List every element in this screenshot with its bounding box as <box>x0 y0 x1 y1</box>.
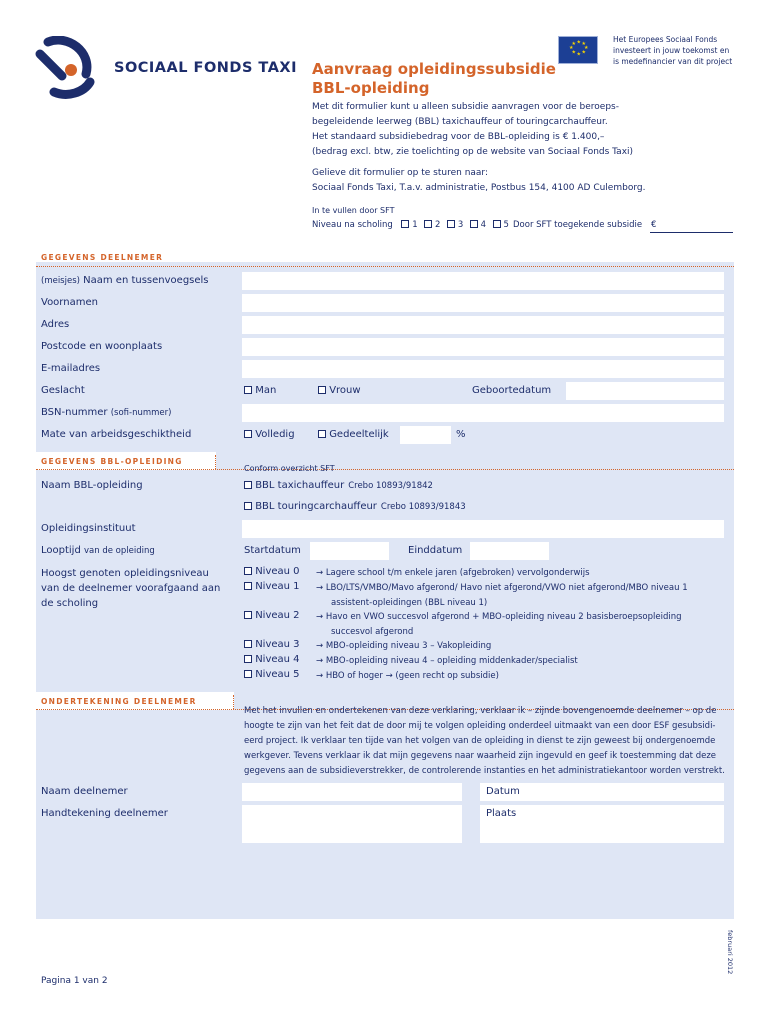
niveau-5-desc-line1: → HBO of hoger → (geen recht op subsidie) <box>316 671 499 681</box>
bbl-touringcar-option[interactable] <box>244 501 466 512</box>
geboortedatum-field[interactable] <box>566 382 724 400</box>
niveau-2-option[interactable] <box>244 610 300 621</box>
sft-niveau-2[interactable] <box>424 220 440 230</box>
svg-text:★: ★ <box>581 41 586 47</box>
svg-text:★: ★ <box>571 49 576 56</box>
postcode-field[interactable] <box>242 338 724 356</box>
niveau-0-desc <box>316 566 590 581</box>
bsn-sub: (sofi-nummer) <box>110 408 172 418</box>
niveau-question <box>41 566 220 611</box>
section-bbl-label: GEGEVENS BBL-OPLEIDING <box>41 457 183 466</box>
percent-sign: % <box>456 429 466 440</box>
checkbox-icon[interactable] <box>244 640 252 648</box>
niveau-3-label: Niveau 3 <box>255 639 300 650</box>
niveau-2-desc-line2: succesvol afgerond <box>331 626 414 637</box>
checkbox-icon[interactable] <box>244 582 252 590</box>
form-title-line2: BBL-opleiding <box>312 79 430 97</box>
arbeid-gedeeltelijk-label: Gedeeltelijk <box>329 429 389 440</box>
niveau-4-label: Niveau 4 <box>255 654 300 665</box>
section-bbl-divider-notch <box>215 455 216 469</box>
arbeid-volledig-label: Volledig <box>255 429 295 440</box>
plaats-field[interactable] <box>480 805 724 843</box>
niveau-1-desc-line2: assistent-opleidingen (BBL niveau 1) <box>331 597 488 608</box>
footer-date: februari 2012 <box>726 930 734 975</box>
sft-niveau-3[interactable] <box>447 220 463 230</box>
checkbox-icon[interactable] <box>244 502 252 510</box>
send-line2 <box>312 181 732 196</box>
niveau-1-desc <box>316 581 688 610</box>
section-ondertekening-divider-notch <box>233 695 234 709</box>
looptijd-label <box>41 545 155 556</box>
form-title-line1: Aanvraag opleidingssubsidie <box>312 60 556 78</box>
bsn-label <box>41 407 171 418</box>
checkbox-icon[interactable] <box>401 220 409 228</box>
section-deelnemer-divider <box>36 266 734 267</box>
naam-field[interactable] <box>242 272 724 290</box>
niveau-4-desc-line1: → MBO-opleiding niveau 4 – opleiding middenkader/specialist <box>316 656 578 666</box>
niveau-question-line2: van de deelnemer voorafgaand aan <box>41 583 221 594</box>
checkbox-icon[interactable] <box>244 386 252 394</box>
declaration-line1: Met het invullen en ondertekenen van deze verklaring, verklaar ik – zijnde bovengenoemde deelnemer – op de <box>244 706 717 716</box>
sft-niveau-4-label: 4 <box>480 220 487 230</box>
svg-text:★: ★ <box>576 51 581 58</box>
naam-label <box>41 275 209 286</box>
geslacht-man-option[interactable] <box>244 385 276 396</box>
niveau-3-desc <box>316 639 491 654</box>
bbl-taxi-label: BBL taxichauffeur <box>255 480 345 491</box>
declaration-text <box>244 704 728 779</box>
send-org: Sociaal Fonds Taxi <box>312 183 394 193</box>
naam-deelnemer-label: Naam deelnemer <box>41 786 128 797</box>
looptijd-label-text: Looptijd <box>41 545 81 556</box>
niveau-2-desc <box>316 610 682 639</box>
bsn-field[interactable] <box>242 404 724 422</box>
declaration-line4: werkgever. Tevens verklaar ik dat mijn gegevens naar waarheid zijn ingevuld en geef ik toestemming dat deze <box>244 751 717 761</box>
niveau-4-desc <box>316 654 578 669</box>
intro-line2: begeleidende leerweg (BBL) taxichauffeur of touringcarchauffeur. <box>312 117 608 127</box>
checkbox-icon[interactable] <box>244 670 252 678</box>
sft-niveau-row <box>312 220 509 230</box>
checkbox-icon[interactable] <box>318 386 326 394</box>
geslacht-label: Geslacht <box>41 385 85 396</box>
arbeid-label: Mate van arbeidsgeschiktheid <box>41 429 192 440</box>
sft-niveau-1-label: 1 <box>412 220 418 230</box>
sft-niveau-label: Niveau na scholing <box>312 220 393 230</box>
naam-prefix: (meisjes) <box>41 276 80 286</box>
intro-line4: (bedrag excl. btw, zie toelichting op de website van Sociaal Fonds Taxi) <box>312 147 634 157</box>
eu-flag-icon <box>558 36 598 64</box>
niveau-3-option[interactable] <box>244 639 300 650</box>
logo-name: SOCIAAL FONDS TAXI <box>114 60 297 76</box>
sft-niveau-5[interactable] <box>493 220 509 230</box>
intro-block <box>312 100 732 160</box>
svg-text:★: ★ <box>584 45 589 51</box>
startdatum-field[interactable] <box>310 542 389 560</box>
checkbox-icon[interactable] <box>244 430 252 438</box>
datum-label: Datum <box>486 786 520 797</box>
instituut-field[interactable] <box>242 520 724 538</box>
svg-text:★: ★ <box>576 39 581 46</box>
bbl-touringcar-label: BBL touringcarchauffeur <box>255 501 377 512</box>
sft-niveau-1[interactable] <box>401 220 417 230</box>
looptijd-sub: van de opleiding <box>84 546 155 556</box>
geboortedatum-label: Geboortedatum <box>472 385 552 396</box>
einddatum-label: Einddatum <box>408 545 463 556</box>
page-number: Pagina 1 van 2 <box>41 976 108 986</box>
logo-mark-icon <box>34 36 98 100</box>
niveau-1-desc-line1: → LBO/LTS/VMBO/Mavo afgerond/ Havo niet afgerond/VWO niet afgerond/MBO niveau 1 <box>316 583 688 593</box>
checkbox-icon[interactable] <box>318 430 326 438</box>
niveau-2-label: Niveau 2 <box>255 610 300 621</box>
arbeid-gedeeltelijk-option[interactable] <box>318 429 389 440</box>
postcode-label: Postcode en woonplaats <box>41 341 163 352</box>
sft-subsidie-field[interactable] <box>650 232 733 233</box>
sft-label: In te vullen door SFT <box>312 206 395 215</box>
checkbox-icon[interactable] <box>424 220 432 228</box>
checkbox-icon[interactable] <box>493 220 501 228</box>
niveau-5-desc <box>316 669 499 684</box>
section-ondertekening-label: ONDERTEKENING DEELNEMER <box>41 697 197 706</box>
eu-text <box>613 34 732 67</box>
niveau-5-label: Niveau 5 <box>255 669 300 680</box>
eu-text-line2: investeert in jouw toekomst en <box>613 46 730 55</box>
sft-euro-sign: € <box>651 220 657 230</box>
adres-field[interactable] <box>242 316 724 334</box>
niveau-2-desc-line1: → Havo en VWO succesvol afgerond + MBO-opleiding niveau 2 basisberoepsopleiding <box>316 612 682 622</box>
send-address: , T.a.v. administratie, Postbus 154, 4100 AD Culemborg. <box>393 183 646 193</box>
intro-line3: Het standaard subsidiebedrag voor de BBL-opleiding is € 1.400,– <box>312 132 605 142</box>
bbl-taxi-crebo: Crebo 10893/91842 <box>348 481 433 491</box>
svg-text:★: ★ <box>581 49 586 56</box>
bbl-touringcar-crebo: Crebo 10893/91843 <box>380 502 466 512</box>
startdatum-label: Startdatum <box>244 545 301 556</box>
plaats-label: Plaats <box>486 808 517 819</box>
adres-label: Adres <box>41 319 70 330</box>
naam-deelnemer-field[interactable] <box>242 783 462 801</box>
send-line1: Gelieve dit formulier op te sturen naar: <box>312 168 489 178</box>
sft-niveau-3-label: 3 <box>457 220 464 230</box>
intro-line1: Met dit formulier kunt u alleen subsidie aanvragen voor de beroeps- <box>312 102 619 112</box>
voornamen-label: Voornamen <box>41 297 98 308</box>
sft-niveau-2-label: 2 <box>435 220 441 230</box>
send-block <box>312 166 732 196</box>
sft-toegekend-label: Door SFT toegekende subsidie <box>513 220 643 230</box>
niveau-1-label: Niveau 1 <box>255 581 300 592</box>
handtekening-field[interactable] <box>242 805 462 843</box>
section-deelnemer-label: GEGEVENS DEELNEMER <box>41 253 164 262</box>
arbeid-volledig-option[interactable] <box>244 429 295 440</box>
geslacht-vrouw-label: Vrouw <box>329 385 361 396</box>
niveau-question-line3: de scholing <box>41 598 99 609</box>
form-title <box>312 60 556 98</box>
voornamen-field[interactable] <box>242 294 724 312</box>
logo <box>34 36 98 100</box>
checkbox-icon[interactable] <box>470 220 478 228</box>
geslacht-vrouw-option[interactable] <box>318 385 361 396</box>
instituut-label: Opleidingsinstituut <box>41 523 136 534</box>
niveau-4-option[interactable] <box>244 654 300 665</box>
bsn-label-text: BSN-nummer <box>41 407 108 418</box>
arbeid-percent-field[interactable] <box>400 426 451 444</box>
svg-text:★: ★ <box>571 41 576 47</box>
sft-niveau-5-label: 5 <box>503 220 509 230</box>
checkbox-icon[interactable] <box>244 655 252 663</box>
einddatum-field[interactable] <box>470 542 549 560</box>
declaration-line5: gegevens aan de subsidieverstrekker, de controlerende instanties en het administratiekantoor worden verstrekt. <box>244 766 725 776</box>
email-field[interactable] <box>242 360 724 378</box>
declaration-line3: eerd project. Ik verklaar ten tijde van het volgen van de opleiding in dienst te zijn geweest bij ondergenoemde <box>244 736 716 746</box>
niveau-0-option[interactable] <box>244 566 300 577</box>
checkbox-icon[interactable] <box>244 481 252 489</box>
checkbox-icon[interactable] <box>244 611 252 619</box>
naam-label-text: Naam en tussenvoegsels <box>83 275 209 286</box>
declaration-line2: hoogte te zijn van het feit dat de door mij te volgen opleiding onderdeel uitmaakt van een door ESF gesubsidi- <box>244 721 716 731</box>
checkbox-icon[interactable] <box>447 220 455 228</box>
conform-label: Conform overzicht SFT <box>244 464 335 473</box>
eu-text-line1: Het Europees Sociaal Fonds <box>613 35 718 44</box>
niveau-0-label: Niveau 0 <box>255 566 300 577</box>
niveau-question-line1: Hoogst genoten opleidingsniveau <box>41 568 209 579</box>
bbl-taxi-option[interactable] <box>244 480 433 491</box>
sft-niveau-4[interactable] <box>470 220 486 230</box>
niveau-0-desc-line1: → Lagere school t/m enkele jaren (afgebroken) vervolgonderwijs <box>316 568 590 578</box>
eu-text-line3: is medefinancier van dit project <box>613 57 733 66</box>
geslacht-man-label: Man <box>255 385 277 396</box>
svg-text:★: ★ <box>569 45 574 51</box>
email-label: E-mailadres <box>41 363 101 374</box>
niveau-3-desc-line1: → MBO-opleiding niveau 3 – Vakopleiding <box>316 641 492 651</box>
bbl-naam-label: Naam BBL-opleiding <box>41 480 143 491</box>
niveau-1-option[interactable] <box>244 581 300 592</box>
checkbox-icon[interactable] <box>244 567 252 575</box>
niveau-5-option[interactable] <box>244 669 300 680</box>
section-bbl-divider <box>36 469 734 470</box>
handtekening-label: Handtekening deelnemer <box>41 808 168 819</box>
